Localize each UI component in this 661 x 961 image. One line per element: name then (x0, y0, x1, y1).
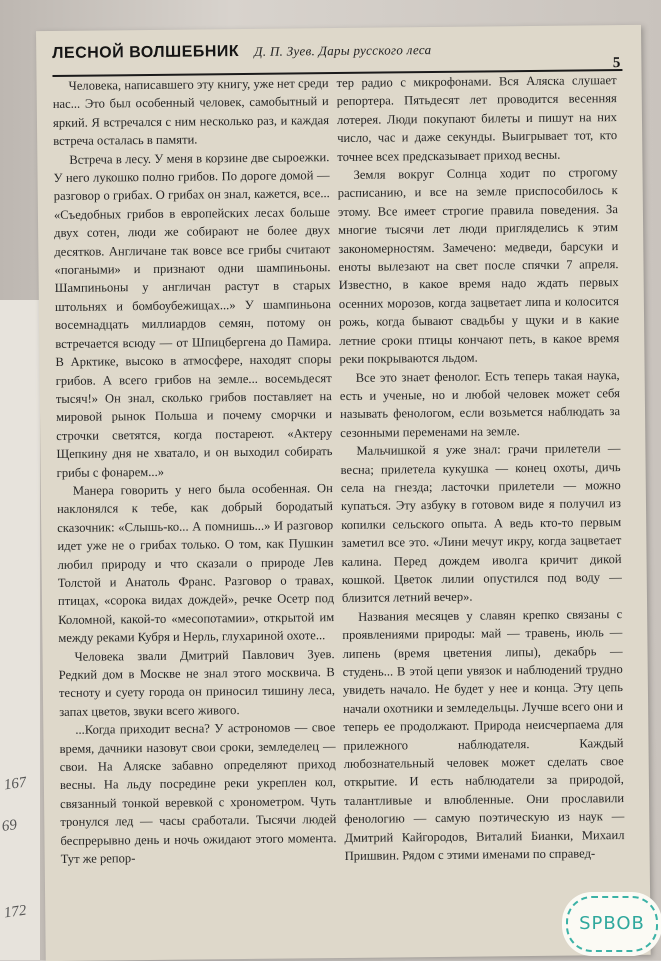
watermark-stamp (566, 896, 658, 952)
underlying-page (0, 300, 40, 960)
running-header (52, 33, 622, 77)
right-column (336, 71, 624, 865)
watermark-text: SPBOB (579, 913, 645, 934)
header-title: ЛЕСНОЙ ВОЛШЕБНИК (52, 43, 240, 62)
paragraph: Земля вокруг Солнца ходит по строгому расписанию, и все на земле приспособилось к этому. Все имеет строгие правила поведения. За многие тысячи лет люди пригляделись к этим закономерностям. Замечено: медведи, барсуки и еноты вылезают на свет после спячки 7 апреля. Известно, в какое время надо ждать первых осенних морозов, когда зацветает липа и колосится рожь, когда бывают свадьбы у щуки и в какие летние сроки птицы кончают петь, в какое время реки покрываются льдом. (337, 165, 620, 367)
left-column (52, 74, 336, 868)
paragraph: Человека, написавшего эту книгу, уже нет среди нас... Это был особенный человек, самобытный и яркий. Я встречался с ним несколько раз, и каждая встреча осталась в памяти. (52, 76, 330, 149)
paragraph: ...Когда приходит весна? У астрономов — свое время, дачники назовут свои сроки, земледелец — свои. На Аляске забавно определяют приход весны. На льду посредине реки укреплен кол, связанный тонкой веревкой с хронометром. Чуть тронулся лед — часы сработали. Тысячи людей беспрерывно день и ночь ожидают этого момента. Тут же репор- (59, 720, 337, 867)
page-number: 5 (612, 55, 621, 72)
underlying-page-number: 172 (2, 902, 28, 922)
paragraph: Манера говорить у него была особенная. Он наклонялся к тебе, как добрый бородатый сказочник: «Слышь-ко... А помнишь...» И разговор идет уже не о грибах только. О том, как Пушкин любил природу и что сказали о природе Лев Толстой и Анатоль Франс. Разговор о травах, птицах, «сорока видах дождей», речке Осетр под Коломной, какой-то «месопотамии», открытой им между реками Кубря и Нерль, глухариной охоте... (56, 481, 335, 646)
paragraph: Человека звали Дмитрий Павлович Зуев. Редкий дом в Москве не знал этого москвича. В тесноту и суету города он приносил тишину леса, запах цветов, звуки всего живого. (58, 646, 336, 719)
underlying-page-number: 69 (0, 817, 18, 835)
book-page (36, 25, 651, 961)
paragraph: Мальчишкой я уже знал: грачи прилетели — весна; прилетела кукушка — конец охоты, дичь села на гнезда; ласточки прилетели — можно купаться. Эту азбуку в готовом виде я получил из копилки сельского опыта. А ведь кто-то первым заметил все это. «Лини мечут икру, когда зацветает калина. Перед дождем иволга кричит дикой кошкой. Цветок лилии опустился под воду — близится летний вечер». (340, 441, 622, 606)
paragraph: Все это знает фенолог. Есть теперь такая наука, есть и ученые, но и любой человек может себя называть фенологом, если возьмется наблюдать за сезонными переменами на земле. (339, 367, 621, 440)
header-author: Д. П. Зуев. Дары русского леса (254, 42, 432, 59)
paragraph: Названия месяцев у славян крепко связаны с проявлениями природы: май — травень, июль — липень (время цветения липы), декабрь — студень... В этой цепи увязок и наблюдений трудно увидеть начало. Не будет у нее и конца. Эту цепь начали охотники и земледельцы. Лучше всего они и теперь ее продолжают. Природа неисчерпаема для прилежного наблюдателя. Каждый любознательный человек может сделать свое открытие. И есть наблюдатели за природой, талантливые и влюбленные. Они прославили фенологию — самую поэтическую из наук — Дмитрий Кайгородов, Виталий Бианки, Михаил Пришвин. Рядом с этими именами по справед- (342, 606, 625, 864)
paragraph: тер радио с микрофонами. Вся Аляска слушает репортера. Пятьдесят лет проводится весенняя лотерея. Люди покупают билеты и пишут на них число, час и даже секунды. Выигрывает тот, кто точнее всех предсказывает приход весны. (336, 73, 618, 164)
paragraph: Встреча в лесу. У меня в корзине две сыроежки. У него лукошко полно грибов. По дороге домой — разговор о грибах. О грибах он знал, кажется, все... «Съедобных грибов в европейских лесах больше двух сотен, люди же собирают не более двух десятков. Англичане так вовсе все грибы считают «погаными» и признают одни шампиньоны. Шампиньоны у англичан растут в старых штольнях и бомбоубежищах...» У шампиньона восемнадцать миллиардов семян, потому он встречается всюду — от Шпицбергена до Памира. В Арктике, высоко в атмосфере, находят споры грибов. А всего грибов на земле... восемьдесят тысяч!» Он знал, сколько грибов поставляет на мировой рынок Польша и почему сморчки и строчки светятся, когда постареют. «Актеру Щепкину дня не хватало, и он выходил собирать грибы с фонарем...» (53, 149, 333, 480)
underlying-page-number: 167 (2, 774, 28, 794)
